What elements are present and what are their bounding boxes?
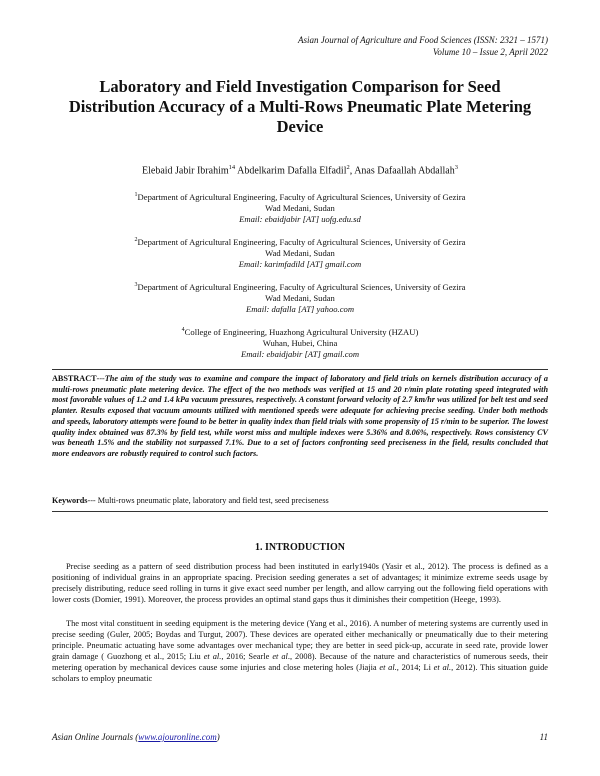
affiliation-email: Email: ebaidjabir [AT] uofg.edu.sd bbox=[239, 213, 361, 224]
text-run: , 2016; Searle bbox=[221, 652, 273, 662]
text-run: ., 2008). Because of the nature and characteristics of numerous seeds, their metering operation by mechanical devices cause some injuries and close metering holes (Jiajia bbox=[52, 652, 548, 673]
section-heading-introduction: 1. INTRODUCTION bbox=[254, 542, 345, 553]
affiliation-city: Wad Medani, Sudan bbox=[265, 292, 335, 303]
affiliation-4: $^4$College of Engineering, Huazhong Agricultural University (HZAU) Wuhan, Hubei, China Email: ebaidjabir [AT] gmail.com bbox=[60, 325, 540, 360]
italic-run: et al. bbox=[433, 663, 452, 673]
abstract-label: ABSTRACT bbox=[52, 374, 97, 383]
italic-run: et al. bbox=[203, 652, 222, 662]
divider-top bbox=[52, 369, 548, 370]
italic-run: et al. bbox=[379, 663, 397, 673]
text-run: , 2012). This situation guide scholars to employ pneumatic bbox=[52, 663, 548, 684]
author-name: Anas Dafaallah Abdallah bbox=[354, 165, 455, 177]
abstract: ABSTRACT---The aim of the study was to examine and compare the impact of laboratory and field trials on kernels distribution accuracy of a multi-rows pneumatic plate metering device. The effect of the two methods was verified at 15 and 20 r/min plate rotating speed integrated with most favorable values of 1.2 and 1.4 kPa vacuum pressures, respectively. A constant forward velocity of 2.7 km/hr was utilized for belt test and seed planter. Results exposed that vacuum amounts utilized with mentioned speeds were adequate for achieving precise seeding. Under both methods and speeds, laboratory attempts were found to be better in quality index than field trials with some propensity of 15 r/min to be superior. The lowest quality index obtained was 87.3% by field test, while worst miss and multiple indexes were 5.36% and 8.06%, respectively. Rows consistency CV was beneath 1.5% and the stability not surpassed 7.1%. Due to a set of factors confronting seed preciseness in the field, results concluded that more endeavors are robustly required to control such factors. bbox=[52, 374, 548, 458]
author-sup: 2 bbox=[346, 164, 350, 171]
intro-paragraph-1 bbox=[52, 561, 548, 605]
text-run: , 2014; Li bbox=[396, 663, 434, 673]
affiliation-city: Wuhan, Hubei, China bbox=[262, 337, 338, 348]
journal-volume: Volume 10 – Issue 2, April 2022 bbox=[432, 47, 548, 57]
keywords-label: Keywords bbox=[52, 496, 88, 505]
author-list: Elebaid Jabir Ibrahim$^{14}$ Abdelkarim Dafalla Elfadil$^2$, Anas Dafaallah Abdallah$^3$ bbox=[142, 164, 458, 177]
affiliation-dept: Department of Agricultural Engineering, Faculty of Agricultural Sciences, University of Gezira bbox=[137, 191, 466, 202]
keywords-text: --- Multi-rows pneumatic plate, laboratory and field test, seed preciseness bbox=[87, 496, 329, 505]
affiliation-3: $^3$Department of Agricultural Engineering, Faculty of Agricultural Sciences, University of Gezira Wad Medani, Sudan Email: dafalla [AT] yahoo.com bbox=[60, 280, 540, 315]
author-name: Elebaid Jabir Ibrahim bbox=[142, 165, 229, 177]
page-number: 11 bbox=[539, 732, 548, 742]
affiliation-city: Wad Medani, Sudan bbox=[265, 202, 335, 213]
affiliation-email: Email: dafalla [AT] yahoo.com bbox=[245, 303, 355, 314]
affiliation-2: $^2$Department of Agricultural Engineering, Faculty of Agricultural Sciences, University of Gezira Wad Medani, Sudan Email: karimfadild [AT] gmail.com bbox=[60, 235, 540, 270]
affiliation-city: Wad Medani, Sudan bbox=[265, 247, 335, 258]
divider-bottom bbox=[52, 511, 548, 512]
journal-website-link[interactable]: www.ajouronline.com bbox=[138, 732, 217, 742]
affiliation-dept: Department of Agricultural Engineering, Faculty of Agricultural Sciences, University of Gezira bbox=[137, 236, 466, 247]
author-name: Abdelkarim Dafalla Elfadil bbox=[237, 165, 347, 177]
affiliation-dept: Department of Agricultural Engineering, Faculty of Agricultural Sciences, University of Gezira bbox=[137, 281, 466, 292]
keywords bbox=[52, 495, 548, 506]
author-sup: 3 bbox=[454, 164, 458, 171]
text-run: The most vital constituent in seeding equipment is the metering device (Yang et al., 2016). A number of metering systems are currently used in precise seeding (Guler, 2005; Boydas and Turgut, 2007). These devices are operated either mechanically or pneumatically due to their metering principle. Pneumatic actuating have some advantages over mechanical type; they are better in seed pick-up, accurate in seed rate, provide lower grain damage ( Guozhong et al., 2015; Liu bbox=[52, 619, 548, 662]
affiliation-dept: College of Engineering, Huazhong Agricultural University (HZAU) bbox=[184, 326, 419, 337]
intro-paragraph-2 bbox=[52, 618, 548, 685]
abstract-text: The aim of the study was to examine and compare the impact of laboratory and field trials on kernels distribution accuracy of a multi-rows pneumatic plate metering device. The effect of the two methods was verified at 15 and 20 r/min plate rotating speed integrated with most favorable values of 1.2 and 1.4 kPa vacuum pressures, respectively. A constant forward velocity of 2.7 km/hr was utilized for belt test and seed planter. Results exposed that vacuum amounts utilized with mentioned speeds were adequate for achieving precise seeding. Under both methods and speeds, laboratory attempts were found to be better in quality index than field trials with some propensity of 15 r/min to be superior. The lowest quality index obtained was 87.3% by field test, while worst miss and multiple indexes were 5.36% and 8.06%, respectively. Rows consistency CV was beneath 1.5% and the stability not surpassed 7.1%. Due to a set of factors confronting seed preciseness in the field, results concluded that more endeavors are robustly required to control such factors. bbox=[52, 374, 548, 458]
italic-run: et al bbox=[272, 652, 288, 662]
text-run: Precise seeding as a pattern of seed distribution process had been instituted in early1940s (Yasir et al., 2012). The process is defined as a positioning of individual grains in an appropriate spacing. Precision seeding generates a set of advantages; it minimize extreme seeds usage by precisely distributing, reduce seed rolling in turns it give exact seed number per length, and allow carrying out the following field operations with lower costs (Domier, 1991). Moreover, the process provides an optimal stand gaps thus it diminishes their competition (Heege, 1993). bbox=[52, 562, 548, 605]
paper-title: Laboratory and Field Investigation Comparison for Seed Distribution Accuracy of a Multi-Rows Pneumatic Plate Metering Device bbox=[68, 77, 532, 136]
affiliation-email: Email: ebaidjabir [AT] gmail.com bbox=[240, 348, 360, 359]
journal-header bbox=[298, 34, 548, 58]
journal-name: Asian Journal of Agriculture and Food Sciences (ISSN: 2321 – 1571) bbox=[298, 35, 548, 45]
author-sup: 14 bbox=[228, 164, 236, 171]
affiliation-email: Email: karimfadild [AT] gmail.com bbox=[238, 258, 362, 269]
affiliation-1: $^1$Department of Agricultural Engineering, Faculty of Agricultural Sciences, University of Gezira Wad Medani, Sudan Email: ebaidjabir [AT] uofg.edu.sd bbox=[60, 190, 540, 225]
page-footer: Asian Online Journals (www.ajouronline.com) 11 bbox=[52, 732, 548, 742]
